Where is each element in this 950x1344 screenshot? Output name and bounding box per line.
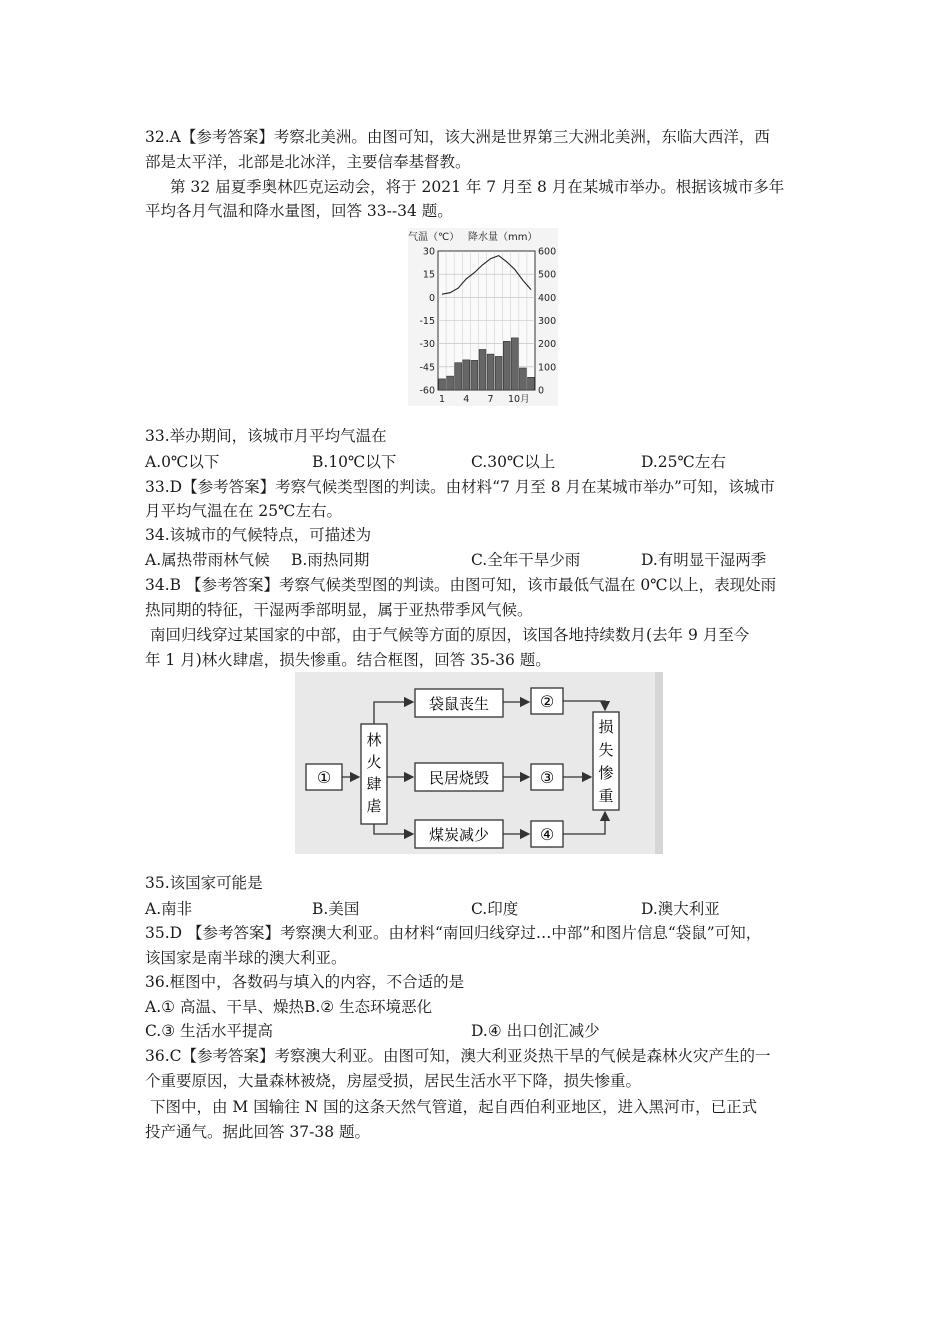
q35-option-d: D.澳大利亚: [641, 900, 720, 918]
left-tick-label: -15: [419, 316, 435, 327]
climate-chart: [408, 228, 558, 406]
box-kangaroo-label: 袋鼠丧生: [428, 695, 490, 713]
precip-bar: [487, 354, 494, 390]
q36-stem: 36.框图中，各数码与填入的内容，不合适的是: [145, 973, 465, 991]
intro-35-line1: 南回归线穿过某国家的中部，由于气候等方面的原因，该国各地持续数月(去年 9 月至今: [150, 626, 750, 644]
q34-option-a: A.属热带雨林气候: [145, 551, 270, 569]
intro-33-line1: 第 32 届夏季奥林匹克运动会，将于 2021 年 7 月至 8 月在某城市举办。根据该城市多年: [170, 178, 785, 196]
q32-answer-line2: 部是太平洋，北部是北冰洋，主要信奉基督教。: [145, 153, 471, 171]
intro-33-line2: 平均各月气温和降水量图，回答 33--34 题。: [145, 202, 453, 220]
right-tick-label: 600: [538, 246, 557, 258]
precip-bar: [528, 377, 535, 390]
q34-option-d: D.有明显干湿两季: [641, 551, 767, 569]
q33-option-d: D.25℃左右: [641, 453, 726, 471]
box-3-label: ③: [539, 768, 555, 787]
precip-bar: [455, 363, 462, 390]
q36-answer-line2: 个重要原因，大量森林被烧，房屋受损，居民生活水平下降，损失惨重。: [145, 1072, 642, 1090]
right-tick-label: 500: [538, 269, 557, 281]
precip-bar: [439, 379, 446, 390]
q34-option-b: B.雨热同期: [291, 551, 370, 569]
heavy-loss-char-3: 惨: [598, 764, 614, 782]
intro-37-line2: 投产通气。据此回答 37-38 题。: [145, 1123, 371, 1141]
left-tick-label: -30: [419, 339, 435, 351]
precip-bar: [471, 360, 478, 390]
q33-answer-line2: 月平均气温在在 25℃左右。: [145, 502, 342, 520]
precip-bar: [511, 338, 518, 390]
box-4-label: ④: [539, 825, 555, 844]
q33-stem: 33.举办期间，该城市月平均气温在: [145, 427, 387, 445]
box-cause-label: ①: [316, 768, 332, 787]
q34-answer-line2: 热同期的特征，干湿两季部明显，属于亚热带季风气候。: [145, 601, 533, 619]
left-tick-label: -45: [419, 362, 435, 374]
fire-flow-diagram: [295, 672, 663, 854]
heavy-loss-char-4: 重: [598, 787, 614, 805]
q35-answer-line1: 35.D 【参考答案】考察澳大利亚。由材料“南回归线穿过…中部”和图片信息“袋鼠”可知，: [145, 924, 762, 942]
right-tick-label: 400: [538, 292, 557, 304]
intro-35-line2: 年 1 月)林火肆虐，损失惨重。结合框图，回答 35-36 题。: [145, 651, 551, 669]
q36-option-c: C.③ 生活水平提高: [145, 1022, 274, 1040]
precip-bar: [495, 356, 502, 390]
box-houses-label: 民居烧毁: [428, 769, 490, 787]
precip-bar: [479, 349, 486, 390]
x-tick-label: 10月: [507, 394, 530, 405]
q36-options-ab: A.① 高温、干旱、燥热B.② 生态环境恶化: [145, 998, 433, 1016]
q34-stem: 34.该城市的气候特点，可描述为: [145, 526, 372, 544]
forest-fire-char-1: 林: [366, 731, 382, 749]
q36-answer-line1: 36.C【参考答案】考察澳大利亚。由图可知，澳大利亚炎热干旱的气候是森林火灾产生的一: [145, 1047, 771, 1065]
q34-option-c: C.全年干旱少雨: [471, 551, 581, 569]
left-tick-label: 0: [428, 292, 435, 304]
q35-option-b: B.美国: [312, 900, 360, 918]
intro-37-line1: 下图中，由 M 国输往 N 国的这条天然气管道，起自西伯利亚地区，进入黑河市，已正式: [150, 1098, 758, 1116]
right-tick-label: 200: [538, 339, 557, 351]
precip-bar: [447, 376, 454, 390]
q35-answer-line2: 该国家是南半球的澳大利亚。: [145, 949, 347, 967]
heavy-loss-char-2: 失: [598, 741, 614, 759]
box-2-label: ②: [539, 692, 555, 711]
x-tick-label: 4: [463, 394, 470, 405]
x-tick-label: 7: [487, 394, 494, 405]
precip-bar: [503, 341, 510, 390]
q33-option-b: B.10℃以下: [312, 453, 397, 471]
q33-answer-line1: 33.D【参考答案】考察气候类型图的判读。由材料“7 月至 8 月在某城市举办”可知，该城市: [145, 478, 775, 496]
forest-fire-char-2: 火: [366, 753, 382, 771]
precip-bar: [463, 360, 470, 390]
forest-fire-char-3: 肆: [366, 775, 382, 793]
q33-option-c: C.30℃以上: [471, 453, 556, 471]
left-tick-label: 15: [422, 269, 435, 281]
left-tick-label: -60: [419, 385, 435, 397]
precip-bar: [519, 368, 526, 390]
right-tick-label: 300: [538, 316, 557, 327]
right-tick-label: 100: [538, 362, 557, 374]
heavy-loss-char-1: 损: [598, 718, 614, 736]
forest-fire-char-4: 虐: [366, 797, 382, 815]
right-axis-label: 降水量（mm）: [468, 232, 538, 243]
q35-stem: 35.该国家可能是: [145, 874, 263, 892]
q33-option-a: A.0℃以下: [145, 453, 220, 471]
q35-option-a: A.南非: [145, 900, 193, 918]
q32-answer-line1: 32.A【参考答案】考察北美洲。由图可知，该大洲是世界第三大洲北美洲，东临大西洋，西: [145, 128, 770, 146]
q34-answer-line1: 34.B 【参考答案】考察气候类型图的判读。由图可知，该市最低气温在 0℃以上，表现处雨: [145, 576, 777, 594]
q35-option-c: C.印度: [471, 900, 519, 918]
x-tick-label: 1: [439, 394, 446, 405]
left-axis-label: 气温（℃）: [408, 232, 460, 243]
left-tick-label: 30: [422, 246, 435, 258]
box-coal-label: 煤炭减少: [428, 826, 490, 844]
q36-option-d: D.④ 出口创汇减少: [471, 1022, 600, 1040]
right-tick-label: 0: [538, 385, 545, 397]
